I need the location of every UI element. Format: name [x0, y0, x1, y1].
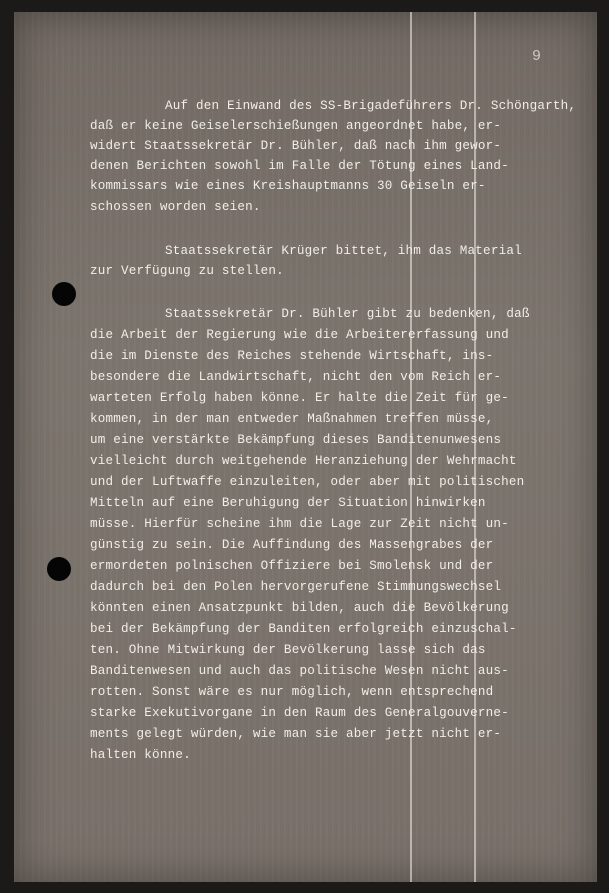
text-line: besondere die Landwirtschaft, nicht den vom Reich er-	[90, 370, 502, 384]
document-page	[14, 12, 597, 882]
text-line: ermordeten polnischen Offiziere bei Smolensk und der	[90, 559, 494, 573]
punch-hole	[52, 282, 76, 306]
text-line: vielleicht durch weitgehende Heranziehung der Wehrmacht	[90, 454, 517, 468]
page-number: 9	[532, 48, 542, 65]
text-line: bei der Bekämpfung der Banditen erfolgreich einzuschal-	[90, 622, 517, 636]
text-line: zur Verfügung zu stellen.	[90, 264, 284, 278]
text-line: Staatssekretär Dr. Bühler gibt zu bedenken, daß	[165, 307, 530, 321]
body-text	[90, 12, 590, 762]
text-line: Mitteln auf eine Beruhigung der Situation hinwirken	[90, 496, 486, 510]
text-line: daß er keine Geiselerschießungen angeordnet habe, er-	[90, 119, 502, 133]
text-line: müsse. Hierfür scheine ihm die Lage zur Zeit nicht un-	[90, 517, 509, 531]
text-line: die Arbeit der Regierung wie die Arbeitererfassung und	[90, 328, 509, 342]
punch-hole	[47, 557, 71, 581]
text-line: halten könne.	[90, 748, 191, 762]
text-line: um eine verstärkte Bekämpfung dieses Banditenunwesens	[90, 433, 502, 447]
text-line: widert Staatssekretär Dr. Bühler, daß nach ihm gewor-	[90, 139, 502, 153]
text-line: schossen worden seien.	[90, 200, 261, 214]
text-line: starke Exekutivorgane in den Raum des Generalgouverne-	[90, 706, 509, 720]
text-line: und der Luftwaffe einzuleiten, oder aber mit politischen	[90, 475, 525, 489]
text-line: denen Berichten sowohl im Falle der Tötung eines Land-	[90, 159, 509, 173]
text-line: kommen, in der man entweder Maßnahmen treffen müsse,	[90, 412, 494, 426]
text-line: die im Dienste des Reiches stehende Wirtschaft, ins-	[90, 349, 494, 363]
text-line: rotten. Sonst wäre es nur möglich, wenn entsprechend	[90, 685, 494, 699]
text-line: Staatssekretär Krüger bittet, ihm das Material	[165, 244, 522, 258]
text-line: kommissars wie eines Kreishauptmanns 30 Geiseln er-	[90, 179, 486, 193]
text-line: Auf den Einwand des SS-Brigadeführers Dr. Schöngarth,	[165, 99, 577, 113]
text-line: könnten einen Ansatzpunkt bilden, auch die Bevölkerung	[90, 601, 509, 615]
text-line: Banditenwesen und auch das politische Wesen nicht aus-	[90, 664, 509, 678]
text-line: dadurch bei den Polen hervorgerufene Stimmungswechsel	[90, 580, 502, 594]
text-line: warteten Erfolg haben könne. Er halte die Zeit für ge-	[90, 391, 509, 405]
text-line: ten. Ohne Mitwirkung der Bevölkerung lasse sich das	[90, 643, 486, 657]
text-line: ments gelegt würden, wie man sie aber jetzt nicht er-	[90, 727, 502, 741]
text-line: günstig zu sein. Die Auffindung des Massengrabes der	[90, 538, 494, 552]
